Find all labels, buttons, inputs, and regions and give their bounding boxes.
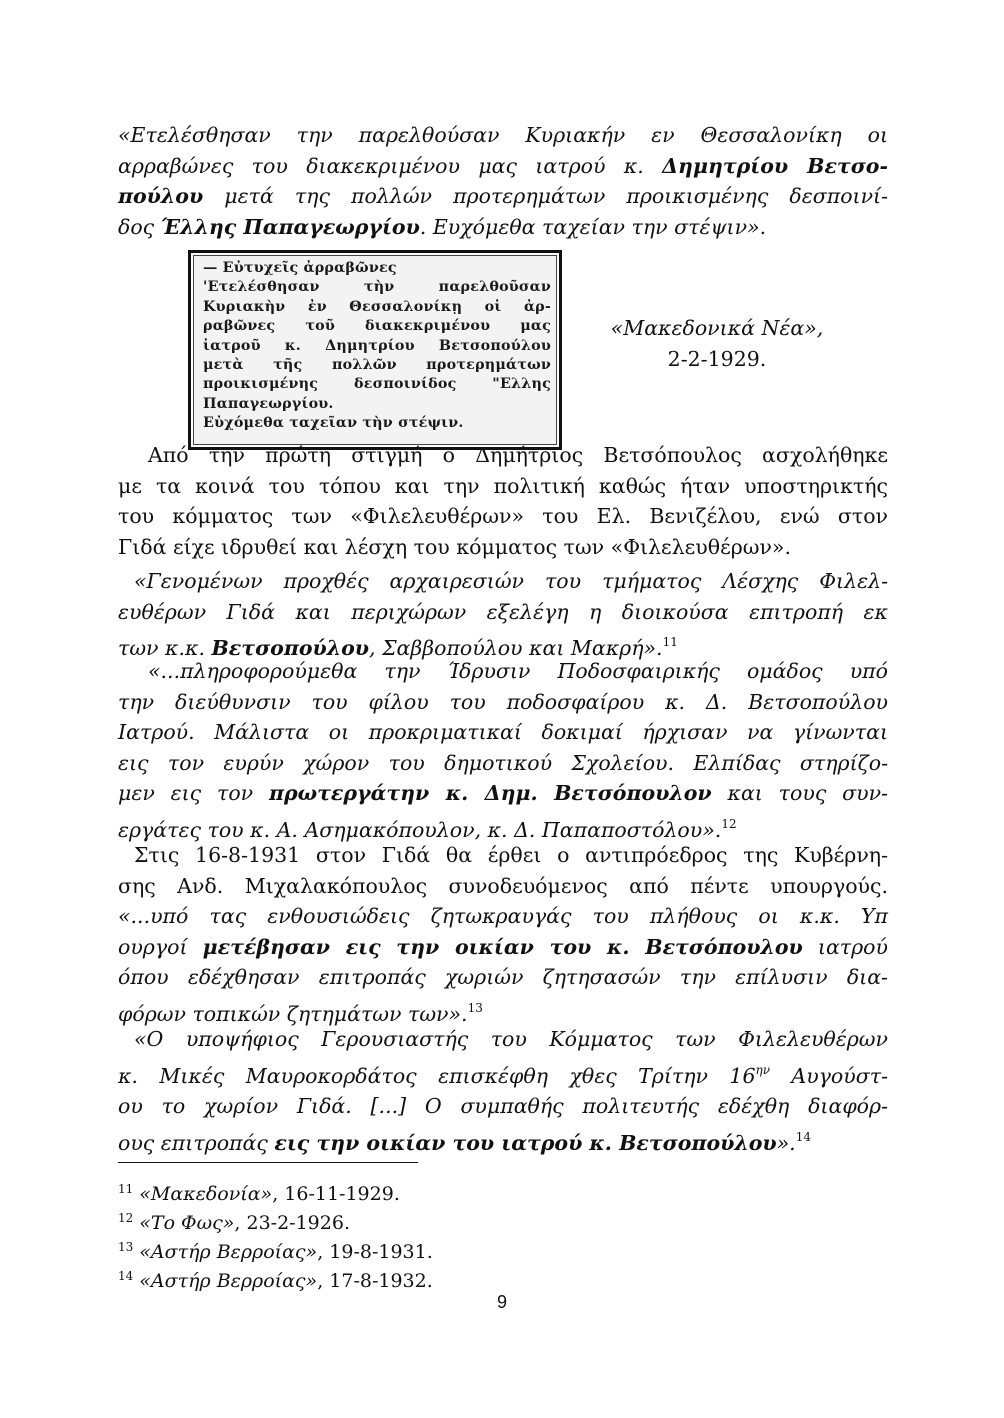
text-line: την διεύθυνσιν του φίλου του ποδοσφαίρου κ. Δ. Βετσοπούλου [118, 689, 888, 714]
text-line: εις τον ευρύν χώρον του δημοτικού Σχολείου. Ελπίδας στηρίζο- [118, 750, 888, 775]
text-line: των κ.κ. Βετσοπούλου, Σαββοπούλου και Μακρή».$^{11}$ [118, 635, 678, 661]
footnote-ref: 11 [662, 635, 678, 650]
text-line: του κόμματος των «Φιλελευθέρων» του Ελ. Βενιζέλου, ενώ στον [118, 504, 888, 529]
text-line: Στις 16-8-1931 στον Γιδά θα έρθει ο αντιπρόεδρος της Κυβέρνη- [134, 843, 888, 867]
quote-engagement [118, 120, 888, 242]
text-line: Ιατρού. Μάλιστα οι προκριματικαί δοκιμαί ήρχισαν να γίνωνται [118, 720, 888, 745]
text-line: σης Ανδ. Μιχαλακόπουλος συνοδευόμενος από πέντε υπουργούς. [118, 873, 888, 898]
quote-football-team [118, 656, 888, 846]
text-line: ους επιτροπάς εις την οικίαν του ιατρού κ. Βετσοπούλου».$^{14}$ [118, 1129, 811, 1155]
text-line: Από την πρώτη στιγμή ο Δημήτριος Βετσόπουλος ασχολήθηκε [148, 443, 888, 467]
quote-club-election [118, 566, 888, 664]
text-line: «...πληροφορούμεθα την Ίδρυσιν Ποδοσφαιρικής ομάδος υπό [148, 659, 888, 683]
text-line: δος Έλλης Παπαγεωργίου. Ευχόμεθα ταχείαν την στέψιν». [118, 214, 767, 239]
text-line: εργάτες του κ. Α. Ασημακόπουλον, κ. Δ. Παπαποστόλου».$^{12}$ [118, 816, 737, 842]
paragraph-visit [118, 840, 888, 1030]
paragraph-politics [118, 440, 888, 562]
clipping-line: ἰατροῦ κ. Δημητρίου Βετσοπούλου [203, 337, 551, 354]
text-line: μεν εις τον πρωτεργάτην κ. Δημ. Βετσόπουλον και τους συν- [118, 781, 888, 806]
clipping-line: Κυριακὴν ἐν Θεσσαλονίκῃ οἱ ἀρ- [203, 298, 551, 315]
text-line: ου το χωρίον Γιδά. [...] Ο συμπαθής πολιτευτής εδέχθη διαφόρ- [118, 1094, 888, 1119]
footnote: $^{13}$ «Αστήρ Βερροίας», 19-8-1931. [118, 1240, 433, 1263]
clipping-line: μετὰ τῆς πολλῶν προτερημάτων [203, 357, 551, 374]
page-number: 9 [496, 1292, 507, 1312]
text-line: αρραβώνες του διακεκριμένου μας ιατρού κ. Δημητρίου Βετσο- [118, 153, 888, 178]
clipping-line: Παπαγεωργίου. [203, 395, 334, 412]
clipping-line: ραβῶνες τοῦ διακεκριμένου μας [203, 318, 551, 335]
text-line: «...υπό τας ενθουσιώδεις ζητωκραυγάς του πλήθους οι κ.κ. Υπ [118, 904, 888, 929]
clipping-line: προικισμένης δεσποινίδος "Ελλης [203, 376, 551, 393]
text-line: κ. Μικές Μαυροκορδάτος επισκέφθη χθες Τρίτην $16^{\eta\nu}$ Αυγούστ- [118, 1062, 889, 1088]
text-line: ευθέρων Γιδά και περιχώρων εξελέγη η διοικούσα επιτροπή εκ [118, 599, 888, 624]
newspaper-clipping [188, 250, 562, 450]
clipping-source-date: 2-2-1929. [667, 347, 767, 371]
footnote-ref: 12 [721, 816, 737, 831]
text-line: «Ο υποψήφιος Γερουσιαστής του Κόμματος των Φιλελευθέρων [134, 1027, 888, 1051]
text-line: φόρων τοπικών ζητημάτων των».$^{13}$ [118, 1000, 483, 1026]
footnote-ref: 14 [795, 1129, 811, 1144]
clipping-source-name: «Μακεδονικά Νέα», [610, 316, 824, 340]
text-line: με τα κοινά του τόπου και την πολιτική καθώς ήταν υποστηρικτής [118, 473, 888, 498]
footnote: $^{11}$ «Μακεδονία», 16-11-1929. [118, 1182, 400, 1205]
text-line: πούλου μετά της πολλών προτερημάτων προικισμένης δεσποινί- [118, 184, 888, 209]
quote-senator-visit [118, 1024, 888, 1158]
footnote-ref: 13 [467, 1000, 483, 1015]
footnote-divider [118, 1162, 418, 1163]
footnote: $^{14}$ «Αστήρ Βερροίας», 17-8-1932. [118, 1269, 433, 1292]
footnote: $^{12}$ «Το Φως», 23-2-1926. [118, 1211, 350, 1234]
clipping-line: Εὐχόμεθα ταχεῖαν τὴν στέψιν. [203, 415, 464, 432]
text-line: όπου εδέχθησαν επιτροπάς χωριών ζητησασών την επίλυσιν δια- [118, 965, 888, 990]
text-line: ουργοί μετέβησαν εις την οικίαν του κ. Βετσόπουλου ιατρού [118, 934, 888, 959]
text-line: Γιδά είχε ιδρυθεί και λέσχη του κόμματος των «Φιλελευθέρων». [118, 534, 791, 559]
text-line: «Ετελέσθησαν την παρελθούσαν Κυριακήν εν Θεσσαλονίκη οι [118, 123, 888, 147]
text-line: «Γενομένων προχθές αρχαιρεσιών του τμήματος Λέσχης Φιλελ- [134, 569, 888, 593]
clipping-line: — Εὐτυχεῖς ἀρραβῶνες [203, 260, 397, 276]
clipping-line: 'Ετελέσθησαν τὴν παρελθοῦσαν [203, 279, 551, 296]
